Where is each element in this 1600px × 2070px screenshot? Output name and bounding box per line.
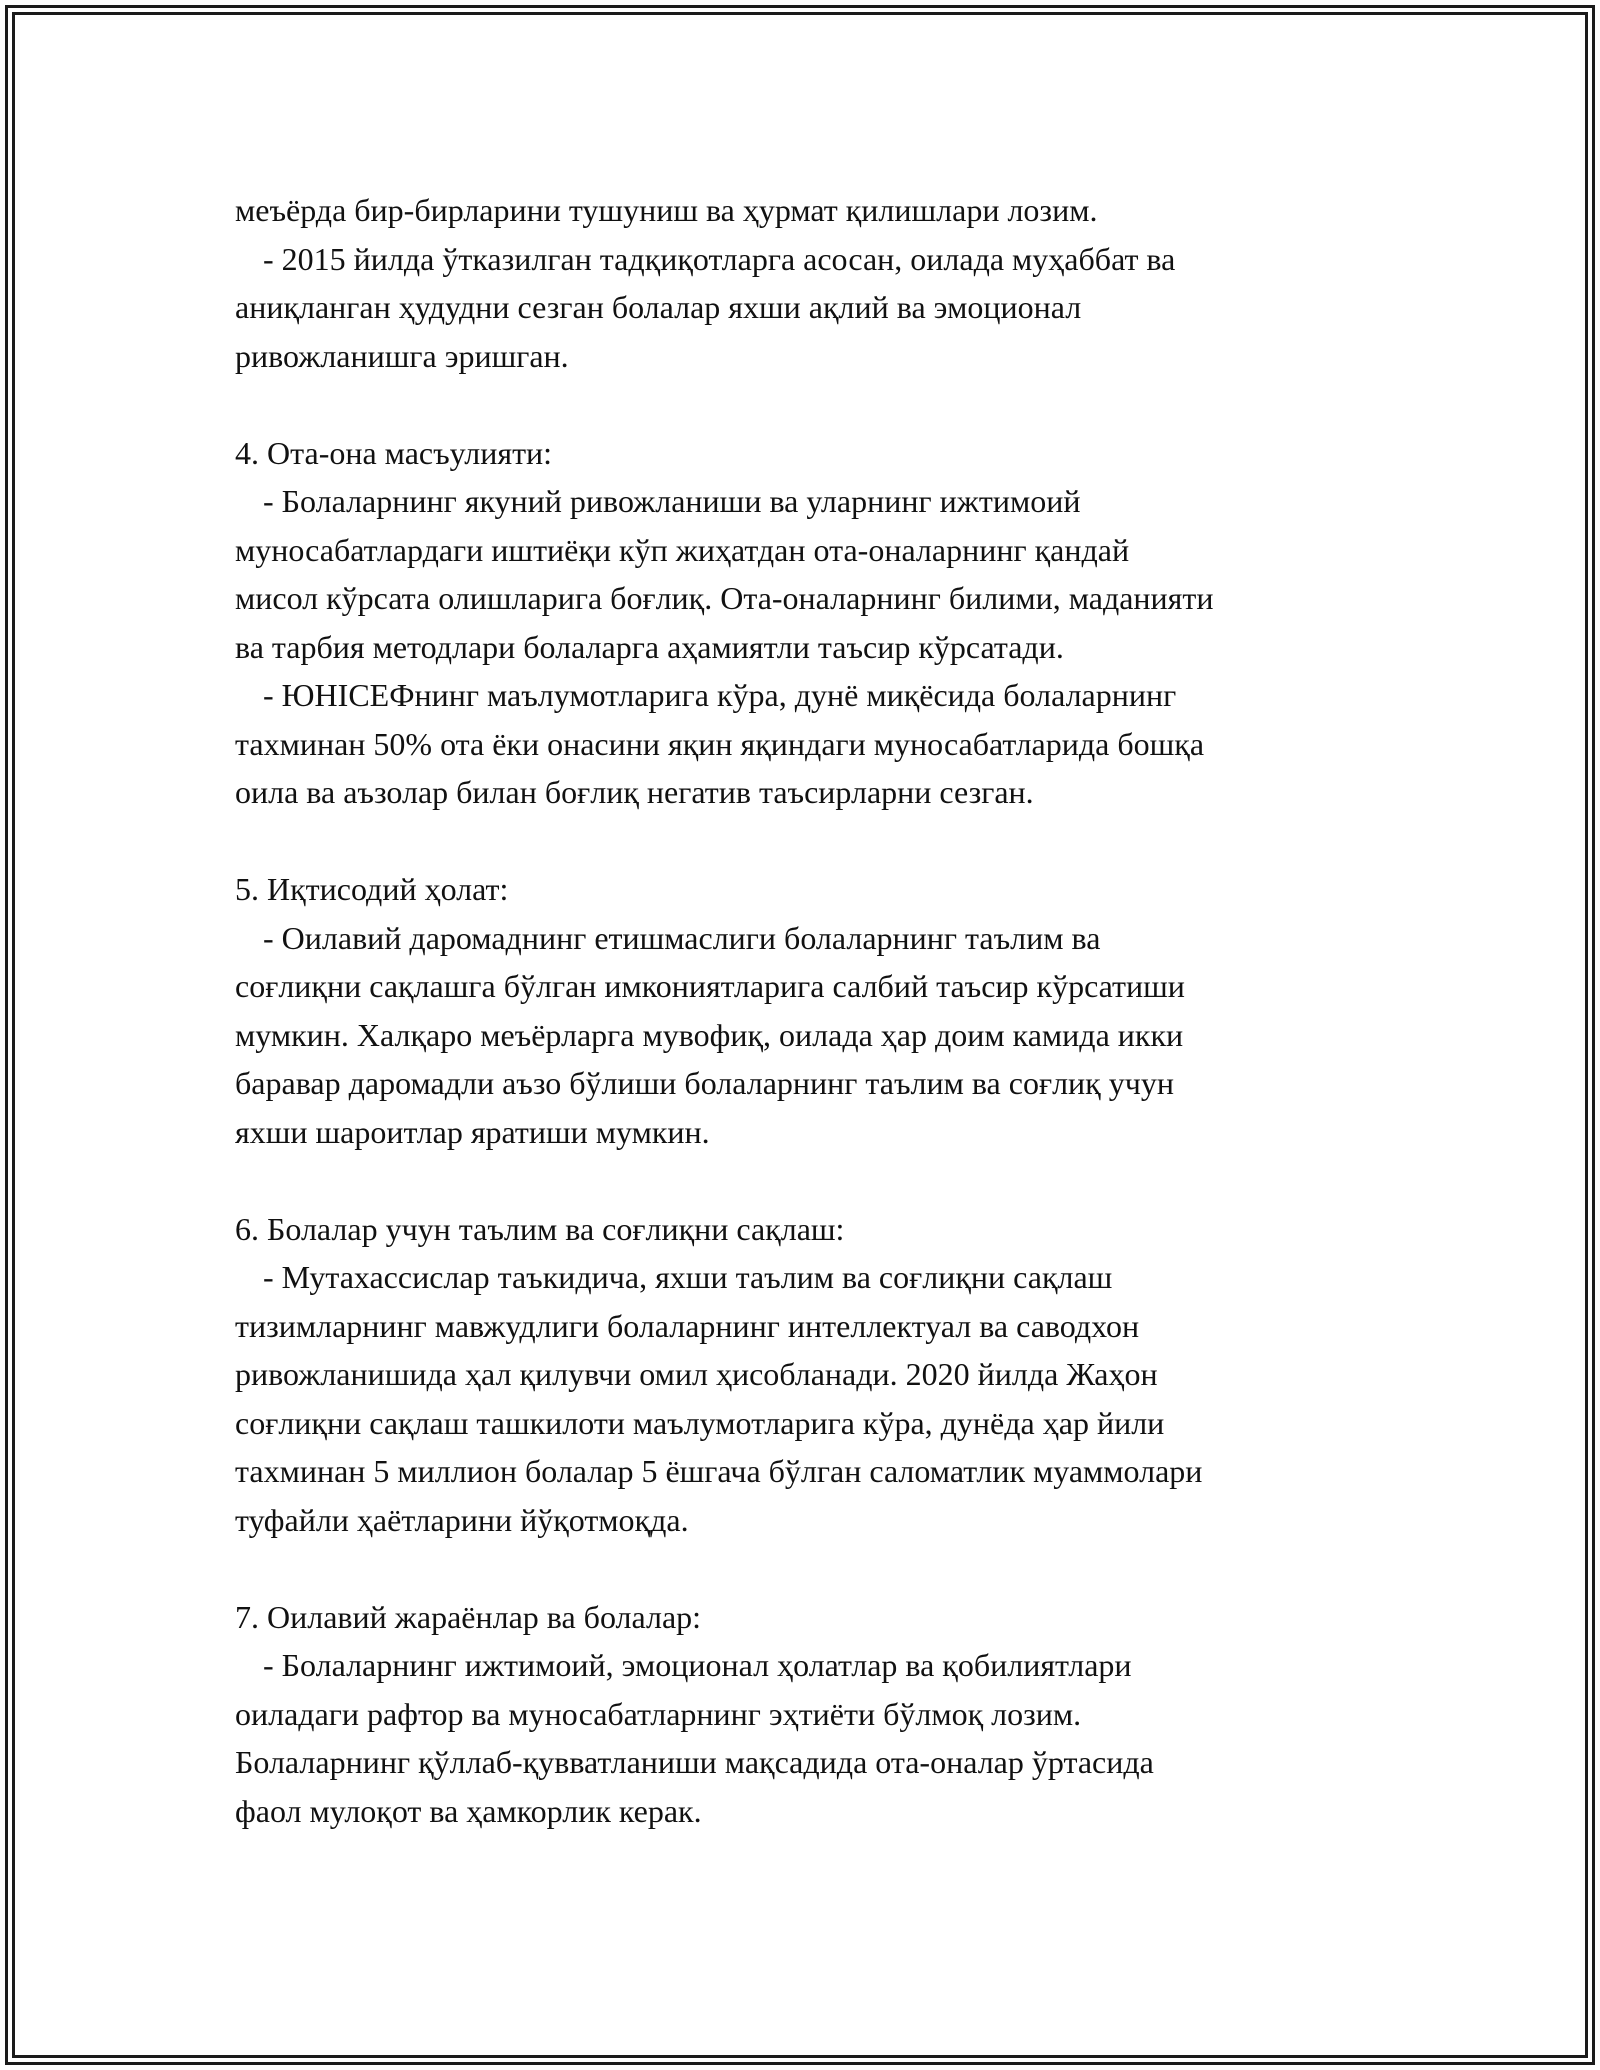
- text-line: мумкин. Халқаро меъёрларга мувофиқ, оилада ҳар доим камида икки: [235, 1016, 1184, 1053]
- bullet-line: - Болаларнинг ижтимоий, эмоционал ҳолатлар ва қобилиятлари: [263, 1647, 1132, 1683]
- text-line: туфайли ҳаётларини йўқотмоқда.: [235, 1501, 689, 1538]
- bullet-line: - Оилавий даромаднинг етишмаслиги болаларнинг таълим ва: [263, 919, 1101, 956]
- text-line: меъёрда бир-бирларини тушуниш ва ҳурмат қилишлари лозим.: [235, 192, 1098, 228]
- section-parental-responsibility: [235, 429, 1395, 817]
- document-body: [235, 186, 1395, 1835]
- text-line: оиладаги рафтор ва муносабатларнинг эҳтиёти бўлмоқ лозим.: [235, 1695, 1082, 1732]
- text-line: яхши шароитлар яратиши мумкин.: [235, 1113, 710, 1150]
- paragraph-continuation: [235, 186, 1395, 380]
- section-heading: 4. Ота-она масъулияти:: [235, 434, 553, 471]
- text-line: оила ва аъзолар билан боғлиқ негатив таъсирларни сезган.: [235, 774, 1034, 810]
- text-line: фаол мулоқот ва ҳамкорлик керак.: [235, 1792, 702, 1829]
- text-line: ва тарбия методлари болаларга аҳамиятли таъсир кўрсатади.: [235, 628, 1064, 665]
- text-line: тахминан 50% ота ёки онасини яқин яқиндаги муносабатларида бошқа: [235, 725, 1205, 762]
- text-line: Болаларнинг қўллаб-қувватланиши мақсадида ота-оналар ўртасида: [235, 1744, 1154, 1780]
- text-line: соғлиқни сақлашга бўлган имкониятларига салбий таъсир кўрсатиши: [235, 968, 1185, 1004]
- bullet-line: - Мутахассислар таъкидича, яхши таълим ва соғлиқни сақлаш: [263, 1259, 1113, 1295]
- section-heading: 7. Оилавий жараёнлар ва болалар:: [235, 1598, 702, 1635]
- text-line: муносабатлардаги иштиёқи кўп жиҳатдан ота-оналарнинг қандай: [235, 531, 1130, 568]
- text-line: аниқланган ҳудудни сезган болалар яхши ақлий ва эмоционал: [235, 289, 1082, 325]
- section-education-health: [235, 1205, 1395, 1545]
- text-line: мисол кўрсата олишларига боғлиқ. Ота-оналарнинг билими, маданияти: [235, 580, 1214, 616]
- text-line: тахминан 5 миллион болалар 5 ёшгача бўлган саломатлик муаммолари: [235, 1453, 1203, 1489]
- section-heading: 6. Болалар учун таълим ва соғлиқни сақлаш:: [235, 1210, 845, 1247]
- bullet-line: - 2015 йилда ўтказилган тадқиқотларга асосан, оилада муҳаббат ва: [263, 240, 1176, 277]
- bullet-line: - Болаларнинг якуний ривожланиши ва уларнинг ижтимоий: [263, 483, 1081, 519]
- text-line: баравар даромадли аъзо бўлиши болаларнинг таълим ва соғлиқ учун: [235, 1065, 1174, 1101]
- bullet-line: - ЮНІСЕФнинг маълумотларига кўра, дунё миқёсида болаларнинг: [263, 677, 1177, 713]
- text-line: ривожланишида ҳал қилувчи омил ҳисобланади. 2020 йилда Жаҳон: [235, 1356, 1158, 1392]
- section-family-processes: [235, 1593, 1395, 1836]
- text-line: ривожланишга эришган.: [235, 337, 569, 374]
- section-heading: 5. Иқтисодий ҳолат:: [235, 871, 509, 907]
- section-economic-status: [235, 865, 1395, 1156]
- text-line: тизимларнинг мавжудлиги болаларнинг интеллектуал ва саводхон: [235, 1307, 1140, 1344]
- text-line: соғлиқни сақлаш ташкилоти маълумотларига кўра, дунёда ҳар йили: [235, 1404, 1165, 1441]
